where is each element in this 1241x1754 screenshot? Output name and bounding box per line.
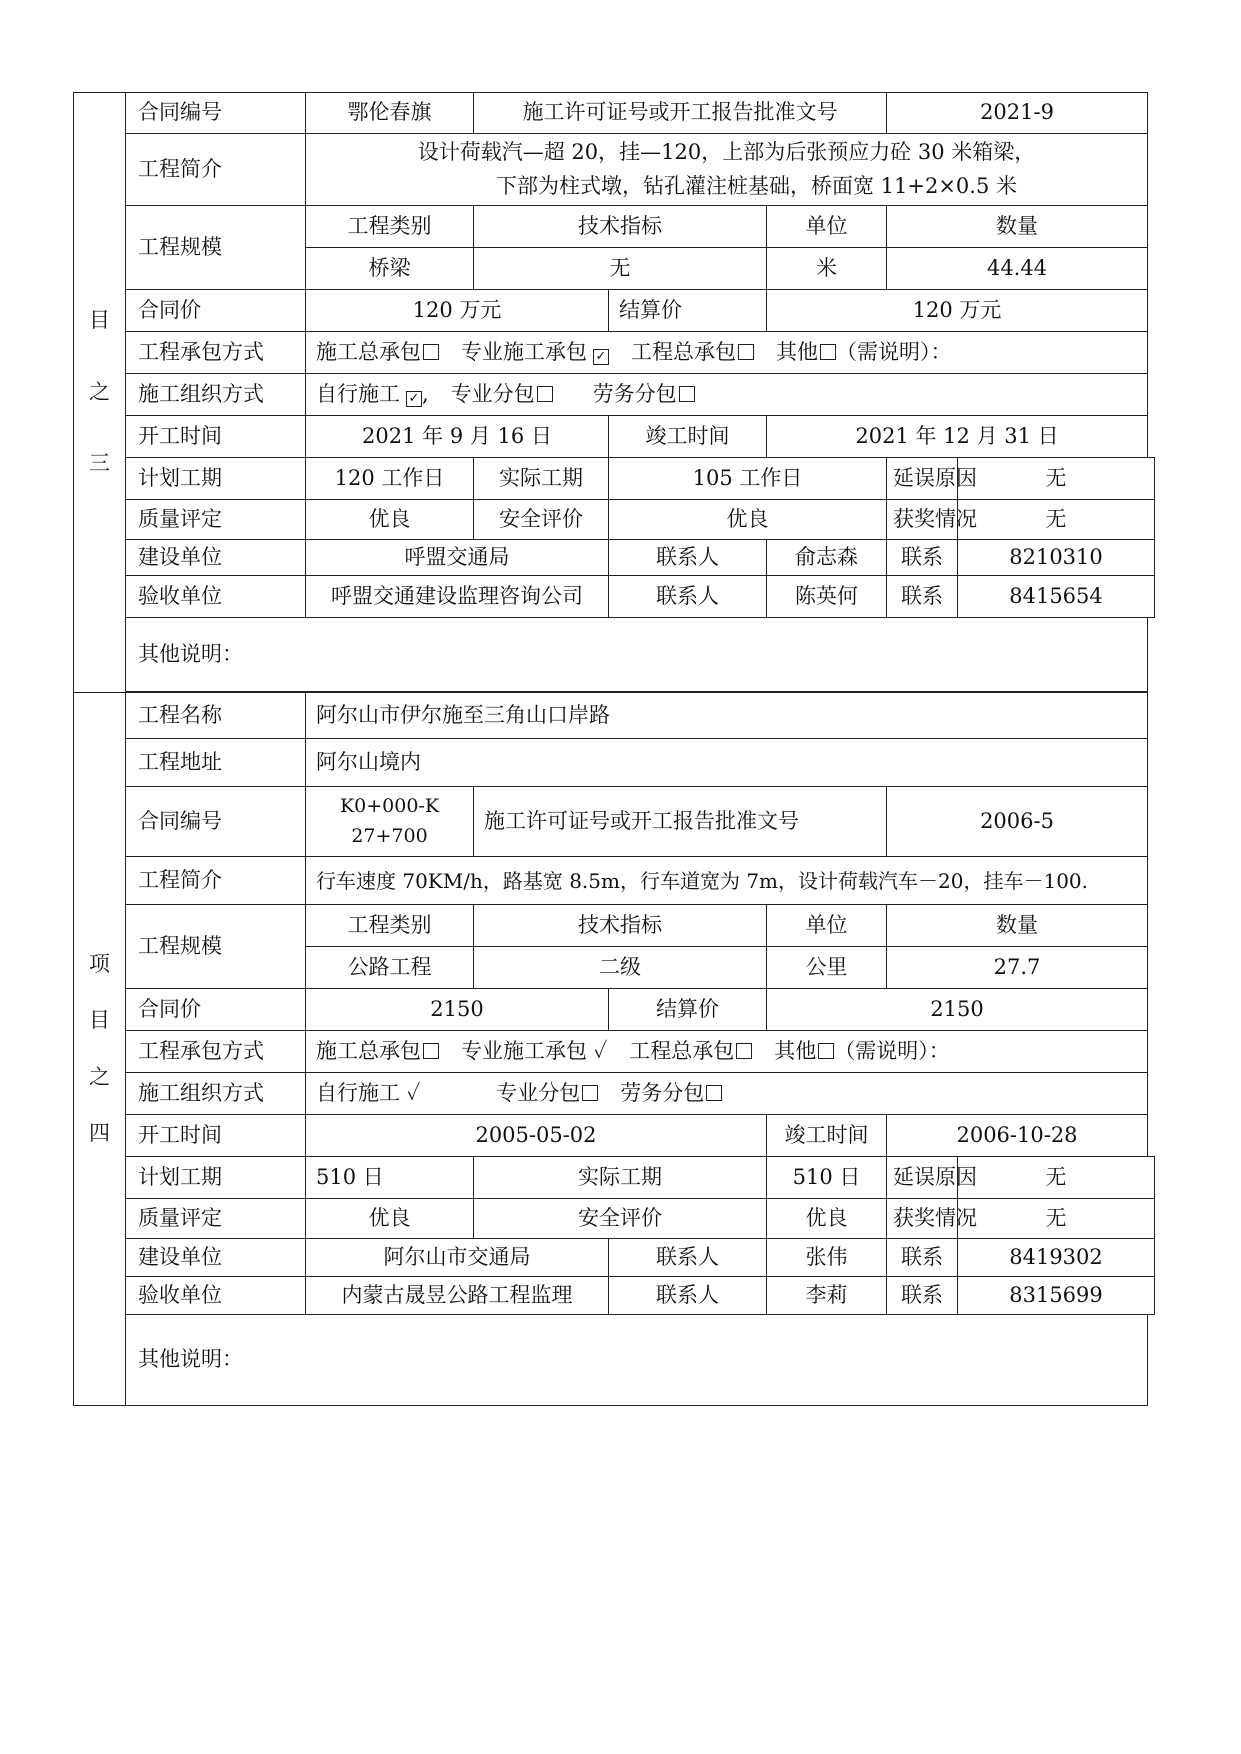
value-builder: 阿尔山市交通局 [306,1239,609,1277]
value-delay-reason: 无 [958,458,1155,500]
header-unit: 单位 [767,905,887,947]
value-finish: 2006-10-28 [887,1115,1148,1157]
value-settle-price: 2150 [767,989,1148,1031]
value-contract-no [306,787,474,857]
value-actual-period: 105 工作日 [609,458,887,500]
checkbox-org-self-checked[interactable]: ✓ [406,391,422,407]
row-intro-4 [74,857,1155,905]
label-contract-price: 合同价 [126,290,306,332]
value-category: 公路工程 [306,947,474,989]
value-org-mode [306,1073,1148,1115]
value-unit: 公里 [767,947,887,989]
label-contact: 联系 [887,1239,958,1277]
intro-line: 下部为柱式墩，钻孔灌注桩基础，桥面宽 11+2×0.5 米 [495,173,1018,198]
value-tech: 二级 [474,947,767,989]
row-org-mode [74,374,1155,416]
value-settle-price: 120 万元 [767,290,1148,332]
value-contract-no: 鄂伦春旗 [306,93,474,134]
value-permit: 2006-5 [887,787,1148,857]
label-intro: 工程简介 [126,857,306,905]
label-safety: 安全评价 [474,1199,767,1239]
row-contract-no-4 [74,787,1155,857]
mode-epc-label: 工程总承包 [631,339,736,364]
value-unit: 米 [767,248,887,290]
label-builder: 建设单位 [126,540,306,576]
checkbox-org-labor[interactable] [706,1085,722,1101]
row-dates [74,416,1155,458]
org-sub-label: 专业分包 [496,1080,581,1105]
row-period-4 [74,1157,1155,1199]
org-sub-label: 专业分包 [450,381,535,406]
checkbox-mode-epc[interactable] [738,344,754,360]
mode-special-label: 专业施工承包 [461,339,587,364]
label-finish: 竣工时间 [767,1115,887,1157]
label-actual-period: 实际工期 [474,1157,767,1199]
side-char: 目 [89,308,110,333]
value-award: 无 [958,1199,1155,1239]
value-finish: 2021 年 12 月 31 日 [767,416,1148,458]
header-unit: 单位 [767,206,887,248]
row-builder [74,540,1155,576]
contract-no-line: 27+700 [351,824,428,847]
label-safety: 安全评价 [474,500,609,540]
row-contract-no [74,93,1155,134]
value-builder: 呼盟交通局 [306,540,609,576]
label-contact: 联系 [887,576,958,618]
mode-other-note: （需说明）： [834,1038,950,1063]
checkbox-mode-other[interactable] [818,1043,834,1059]
mode-special-label: 专业施工承包 [461,1038,587,1063]
value-category: 桥梁 [306,248,474,290]
check-mark-org-self[interactable]: ✓ [406,1080,421,1105]
row-builder-4 [74,1239,1155,1277]
side-char: 四 [89,1121,110,1145]
label-permit: 施工许可证号或开工报告批准文号 [474,787,887,857]
row-scale-header [74,206,1155,248]
label-project-name: 工程名称 [126,693,306,739]
row-quality [74,500,1155,540]
label-plan-period: 计划工期 [126,458,306,500]
contract-no-line: K0+000-K [339,795,440,818]
side-char: 三 [89,451,110,476]
header-tech: 技术指标 [474,206,767,248]
label-notes: 其他说明： [126,618,1148,692]
value-builder-person: 张伟 [767,1239,887,1277]
row-period [74,458,1155,500]
row-price-4 [74,989,1155,1031]
label-acceptor: 验收单位 [126,576,306,618]
header-qty: 数量 [887,905,1148,947]
row-quality-4 [74,1199,1155,1239]
value-award: 无 [958,500,1155,540]
row-acceptor-4 [74,1277,1155,1315]
label-contract-mode: 工程承包方式 [126,1031,306,1073]
side-label-project-4 [74,693,126,1406]
label-org-mode: 施工组织方式 [126,374,306,416]
label-acceptor: 验收单位 [126,1277,306,1315]
label-award: 获奖情况 [887,500,958,540]
header-category: 工程类别 [306,206,474,248]
value-builder-phone: 8210310 [958,540,1155,576]
value-contract-mode [306,1031,1148,1073]
value-safety: 优良 [609,500,887,540]
value-project-name: 阿尔山市伊尔施至三角山口岸路 [306,693,1148,739]
label-delay-reason: 延误原因 [887,1157,958,1199]
row-scale-header-4 [74,905,1155,947]
org-self-label: 自行施工 [316,381,400,406]
label-contract-no: 合同编号 [126,787,306,857]
label-settle-price: 结算价 [609,290,767,332]
value-project-address: 阿尔山境内 [306,739,1148,787]
value-permit: 2021-9 [887,93,1148,134]
value-acceptor: 呼盟交通建设监理咨询公司 [306,576,609,618]
value-qty: 44.44 [887,248,1148,290]
checkbox-mode-special-checked[interactable]: ✓ [593,349,609,365]
label-scale: 工程规模 [126,206,306,290]
label-finish: 竣工时间 [609,416,767,458]
label-start: 开工时间 [126,416,306,458]
row-contract-mode [74,332,1155,374]
label-contact-person: 联系人 [609,576,767,618]
mode-epc-label: 工程总承包 [629,1038,735,1063]
value-actual-period: 510 日 [767,1157,887,1199]
side-char: 之 [89,1064,110,1089]
label-intro: 工程简介 [126,134,306,206]
value-intro [306,134,1148,206]
checkbox-mode-other[interactable] [820,344,836,360]
value-contract-price: 120 万元 [306,290,609,332]
value-start: 2005-05-02 [306,1115,767,1157]
side-label-project-3 [74,93,126,693]
label-plan-period: 计划工期 [126,1157,306,1199]
mode-general-label: 施工总承包 [316,339,421,364]
label-scale: 工程规模 [126,905,306,989]
label-permit: 施工许可证号或开工报告批准文号 [474,93,887,134]
checkbox-mode-general[interactable] [423,344,439,360]
value-plan-period: 120 工作日 [306,458,474,500]
project-table [73,92,1155,1406]
header-category: 工程类别 [306,905,474,947]
row-price [74,290,1155,332]
value-safety: 优良 [767,1199,887,1239]
value-tech: 无 [474,248,767,290]
row-org-mode-4 [74,1073,1155,1115]
label-contact: 联系 [887,540,958,576]
value-acceptor: 内蒙古晟昱公路工程监理 [306,1277,609,1315]
row-project-name [74,693,1155,739]
checkbox-org-labor[interactable] [679,386,695,402]
row-notes [74,618,1155,692]
intro-line: 设计荷载汽—超 20，挂—120，上部为后张预应力砼 30 米箱梁， [417,139,1036,164]
mode-general-label: 施工总承包 [316,1038,421,1063]
mode-other-label: 其他 [776,339,818,364]
label-org-mode: 施工组织方式 [126,1073,306,1115]
label-contract-price: 合同价 [126,989,306,1031]
value-builder-person: 俞志森 [767,540,887,576]
label-quality: 质量评定 [126,500,306,540]
value-qty: 27.7 [887,947,1148,989]
org-self-label: 自行施工 [316,1080,400,1105]
label-contract-mode: 工程承包方式 [126,332,306,374]
label-contact: 联系 [887,1277,958,1315]
label-delay-reason: 延误原因 [887,458,958,500]
row-notes-4 [74,1315,1155,1406]
org-labor-label: 劳务分包 [592,381,677,406]
check-mark-mode-special[interactable]: ✓ [593,1038,608,1063]
row-contract-mode-4 [74,1031,1155,1073]
value-start: 2021 年 9 月 16 日 [306,416,609,458]
label-project-address: 工程地址 [126,739,306,787]
value-builder-phone: 8419302 [958,1239,1155,1277]
mode-other-note: （需说明）： [836,339,952,364]
side-char: 目 [89,1008,110,1032]
value-acceptor-person: 陈英何 [767,576,887,618]
org-labor-label: 劳务分包 [620,1080,705,1105]
label-award: 获奖情况 [887,1199,958,1239]
checkbox-mode-epc[interactable] [736,1043,752,1059]
value-acceptor-phone: 8315699 [958,1277,1155,1315]
checkbox-org-sub[interactable] [582,1085,598,1101]
label-contact-person: 联系人 [609,540,767,576]
label-builder: 建设单位 [126,1239,306,1277]
row-acceptor [74,576,1155,618]
value-intro: 行车速度 70KM/h，路基宽 8.5m，行车道宽为 7m，设计荷载汽车－20，挂车－100. [306,857,1148,905]
value-acceptor-phone: 8415654 [958,576,1155,618]
side-char: 之 [89,379,110,404]
row-intro [74,134,1155,206]
header-qty: 数量 [887,206,1148,248]
row-project-address [74,739,1155,787]
label-notes: 其他说明： [126,1315,1148,1406]
comma-mark: , [422,381,429,406]
checkbox-mode-general[interactable] [423,1043,439,1059]
value-delay-reason: 无 [958,1157,1155,1199]
label-settle-price: 结算价 [609,989,767,1031]
project-record-sheet [73,92,1155,1406]
label-start: 开工时间 [126,1115,306,1157]
checkbox-org-sub[interactable] [537,386,553,402]
label-actual-period: 实际工期 [474,458,609,500]
header-tech: 技术指标 [474,905,767,947]
value-acceptor-person: 李莉 [767,1277,887,1315]
side-char: 项 [89,951,110,976]
value-contract-mode [306,332,1148,374]
label-contract-no: 合同编号 [126,93,306,134]
value-org-mode [306,374,1148,416]
value-quality: 优良 [306,1199,474,1239]
value-plan-period: 510 日 [306,1157,474,1199]
label-contact-person: 联系人 [609,1277,767,1315]
row-dates-4 [74,1115,1155,1157]
mode-other-label: 其他 [774,1038,817,1063]
label-contact-person: 联系人 [609,1239,767,1277]
value-contract-price: 2150 [306,989,609,1031]
label-quality: 质量评定 [126,1199,306,1239]
value-quality: 优良 [306,500,474,540]
